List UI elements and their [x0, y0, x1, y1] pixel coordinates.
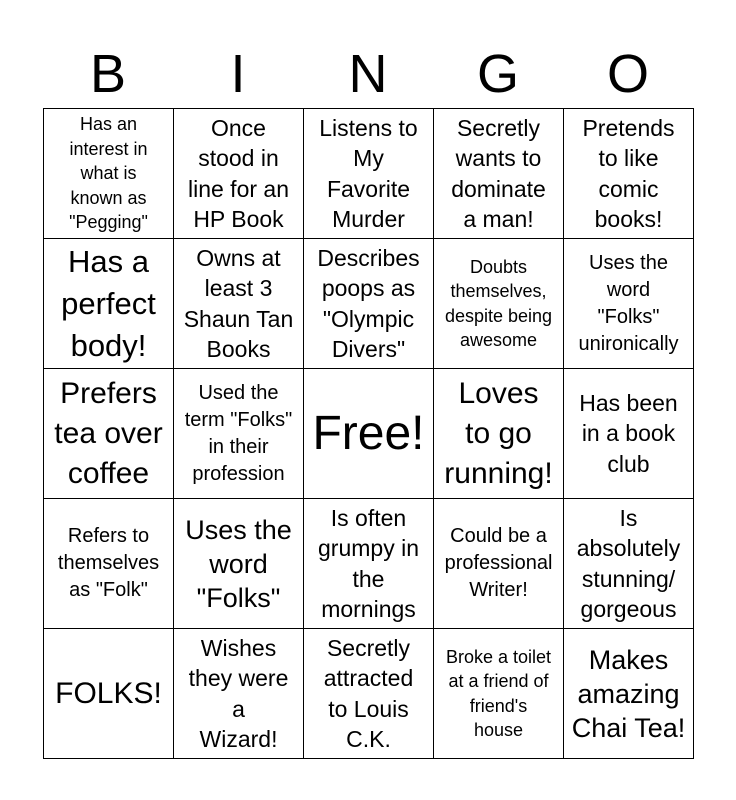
- bingo-cell-r2-c4[interactable]: [433, 238, 564, 369]
- bingo-cell-free[interactable]: [303, 368, 434, 499]
- bingo-cell-text: Secretly attracted to Louis C.K.: [323, 634, 414, 752]
- bingo-cell-r3-c2[interactable]: [173, 368, 304, 499]
- bingo-cell-r3-c4[interactable]: [433, 368, 564, 499]
- bingo-cell-r3-c5[interactable]: [563, 368, 694, 499]
- bingo-cell-r5-c2[interactable]: [173, 628, 304, 759]
- bingo-cell-r1-c4[interactable]: [433, 108, 564, 239]
- bingo-cell-r1-c1[interactable]: [43, 108, 174, 239]
- bingo-cell-text: Used the term "Folks" in their profession: [184, 381, 293, 485]
- bingo-cell-r3-c1[interactable]: [43, 368, 174, 499]
- header-letter-o: O: [606, 44, 649, 104]
- bingo-cell-text: FOLKS!: [55, 676, 162, 710]
- bingo-cell-text: Has a perfect body!: [61, 243, 156, 363]
- bingo-cell-text: Refers to themselves as "Folk": [57, 525, 160, 601]
- bingo-cell-text: Makes amazing Chai Tea!: [571, 644, 686, 743]
- bingo-cell-r4-c2[interactable]: [173, 498, 304, 629]
- bingo-cell-text: Prefers tea over coffee: [54, 376, 163, 490]
- bingo-cell-r2-c3[interactable]: [303, 238, 434, 369]
- bingo-cell-text: Secretly wants to dominate a man!: [451, 114, 546, 232]
- bingo-cell-r5-c3[interactable]: [303, 628, 434, 759]
- bingo-cell-r5-c5[interactable]: [563, 628, 694, 759]
- free-space-label: Free!: [312, 406, 425, 460]
- bingo-cell-text: Is often grumpy in the mornings: [318, 504, 419, 622]
- bingo-cell-r2-c5[interactable]: [563, 238, 694, 369]
- bingo-cell-r2-c1[interactable]: [43, 238, 174, 369]
- bingo-cell-text: Could be a professional Writer!: [444, 525, 553, 601]
- bingo-cell-r1-c2[interactable]: [173, 108, 304, 239]
- bingo-cell-text: Owns at least 3 Shaun Tan Books: [183, 244, 294, 362]
- header-letter-i: I: [230, 44, 246, 104]
- bingo-cell-text: Uses the word "Folks" unironically: [578, 251, 679, 355]
- bingo-cell-text: Once stood in line for an HP Book: [187, 114, 289, 232]
- bingo-cell-r5-c4[interactable]: [433, 628, 564, 759]
- bingo-cell-r1-c5[interactable]: [563, 108, 694, 239]
- bingo-board: [43, 108, 693, 758]
- header-letter-g: G: [476, 44, 519, 104]
- bingo-cell-r4-c4[interactable]: [433, 498, 564, 629]
- bingo-cell-text: Loves to go running!: [444, 376, 553, 490]
- bingo-cell-r4-c1[interactable]: [43, 498, 174, 629]
- bingo-cell-text: Doubts themselves, despite being awesome: [444, 256, 553, 350]
- bingo-cell-r4-c5[interactable]: [563, 498, 694, 629]
- bingo-cell-text: Has an interest in what is known as "Pegging": [69, 114, 148, 233]
- header-letter-b: B: [89, 44, 127, 104]
- bingo-cell-r2-c2[interactable]: [173, 238, 304, 369]
- bingo-cell-r4-c3[interactable]: [303, 498, 434, 629]
- bingo-cell-text: Pretends to like comic books!: [582, 114, 675, 232]
- bingo-cell-text: Uses the word "Folks": [185, 514, 292, 613]
- bingo-cell-text: Broke a toilet at a friend of friend's house: [445, 646, 552, 740]
- bingo-cell-text: Describes poops as "Olympic Divers": [317, 244, 420, 362]
- bingo-cell-text: Has been in a book club: [579, 389, 678, 477]
- header-letter-n: N: [348, 44, 388, 104]
- bingo-cell-text: Wishes they were a Wizard!: [188, 634, 289, 752]
- bingo-cell-text: Listens to My Favorite Murder: [319, 114, 418, 232]
- bingo-cell-text: Is absolutely stunning/ gorgeous: [576, 504, 681, 622]
- bingo-cell-r1-c3[interactable]: [303, 108, 434, 239]
- bingo-cell-r5-c1[interactable]: [43, 628, 174, 759]
- bingo-header: [43, 40, 693, 108]
